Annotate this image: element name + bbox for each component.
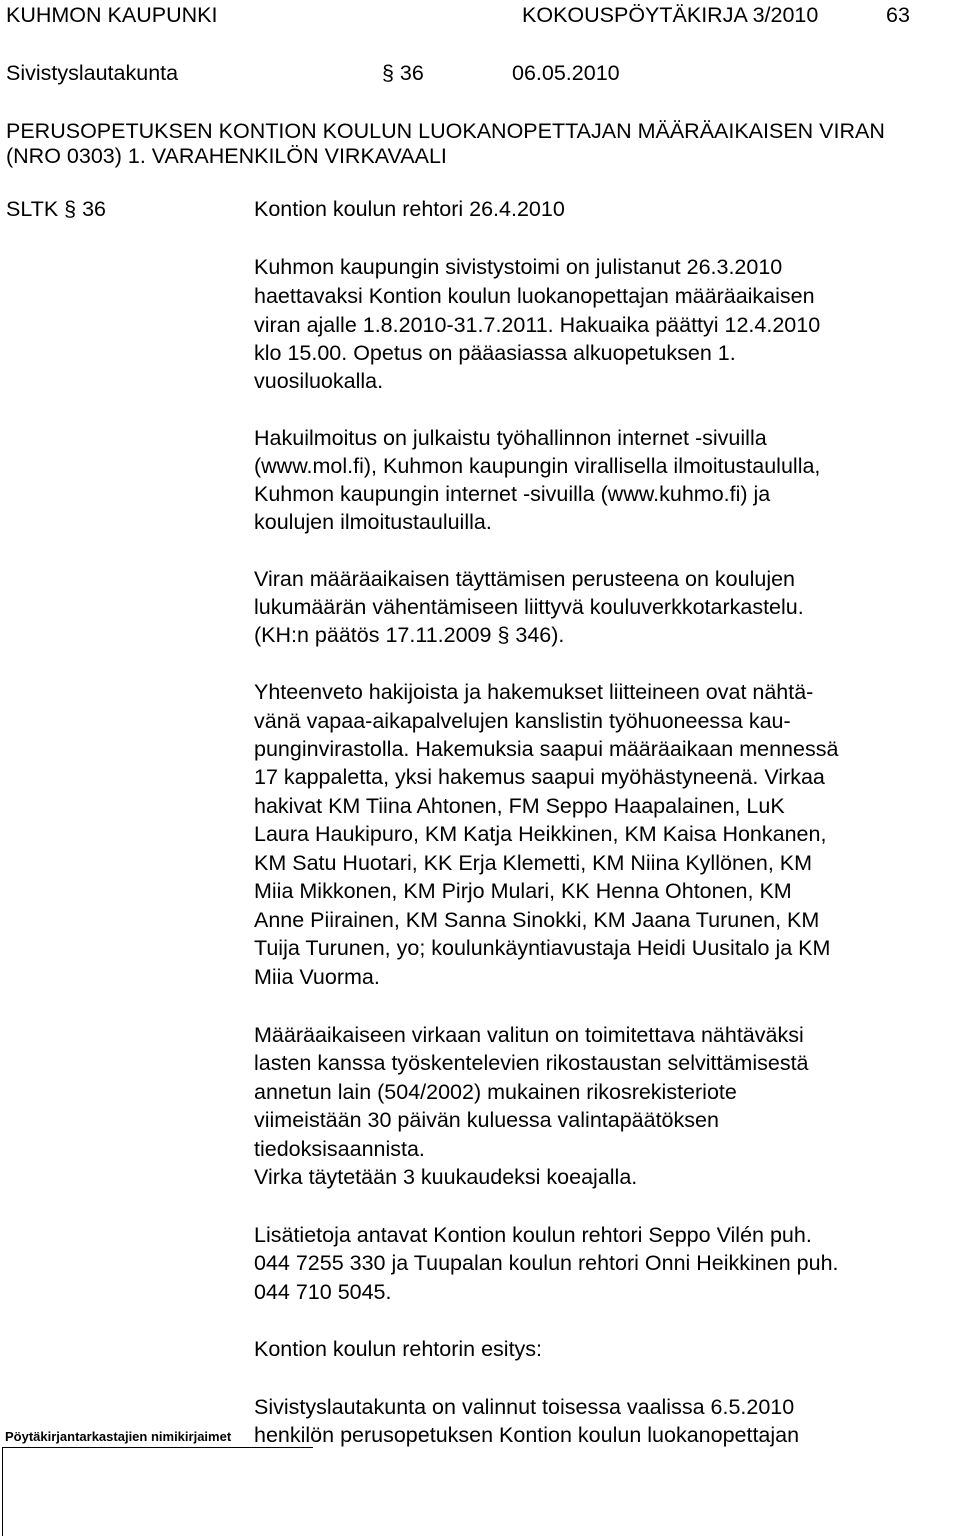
text-line: (KH:n päätös 17.11.2009 § 346).: [254, 623, 565, 647]
item-heading: Kontion koulun rehtori 26.4.2010: [254, 197, 565, 221]
text-line: Hakuilmoitus on julkaistu työhallinnon internet -sivuilla: [254, 426, 767, 450]
text-line: Lisätietoja antavat Kontion koulun rehtori Seppo Vilén puh.: [254, 1223, 812, 1247]
text-line: annetun lain (504/2002) mukainen rikosrekisteriote: [254, 1080, 737, 1104]
proposal-heading: Kontion koulun rehtorin esitys:: [254, 1337, 543, 1361]
text-line: haettavaksi Kontion koulun luokanopettajan määräaikaisen: [254, 284, 815, 308]
signature-label: Pöytäkirjantarkastajien nimikirjaimet: [5, 1429, 232, 1444]
text-line: klo 15.00. Opetus on pääasiassa alkuopetuksen 1.: [254, 341, 736, 365]
text-line: Yhteenveto hakijoista ja hakemukset liitteineen ovat nähtä-: [254, 680, 814, 704]
board-name: Sivistyslautakunta: [6, 61, 179, 85]
text-line: Viran määräaikaisen täyttämisen perusteena on koulujen: [254, 567, 796, 591]
municipality-name: KUHMON KAUPUNKI: [6, 3, 218, 27]
title-line-1: PERUSOPETUKSEN KONTION KOULUN LUOKANOPETTAJAN MÄÄRÄAIKAISEN VIRAN: [6, 119, 885, 143]
text-line: Laura Haukipuro, KM Katja Heikkinen, KM Kaisa Honkanen,: [254, 822, 827, 846]
text-line: koulujen ilmoitustauluilla.: [254, 510, 492, 534]
page-number: 63: [886, 3, 910, 27]
text-line: (www.mol.fi), Kuhmon kaupungin virallisella ilmoitustaululla,: [254, 454, 821, 478]
text-line: vuosiluokalla.: [254, 369, 384, 393]
text-line: Tuija Turunen, yo; koulunkäyntiavustaja Heidi Uusitalo ja KM: [254, 936, 831, 960]
text-line: viimeistään 30 päivän kuluessa valintapäätöksen: [254, 1108, 719, 1132]
text-line: Miia Mikkonen, KM Pirjo Mulari, KK Henna Ohtonen, KM: [254, 879, 792, 903]
text-line: 17 kappaletta, yksi hakemus saapui myöhästyneenä. Virkaa: [254, 765, 825, 789]
text-line: Kuhmon kaupungin sivistystoimi on julistanut 26.3.2010: [254, 255, 783, 279]
text-line: hakivat KM Tiina Ahtonen, FM Seppo Haapalainen, LuK: [254, 794, 785, 818]
text-line: Virka täytetään 3 kuukaudeksi koeajalla.: [254, 1165, 638, 1189]
text-line: punginvirastolla. Hakemuksia saapui määräaikaan mennessä: [254, 737, 839, 761]
item-reference: SLTK § 36: [6, 197, 106, 221]
section-number: § 36: [382, 61, 424, 85]
text-line: 044 710 5045.: [254, 1280, 392, 1304]
text-line: viran ajalle 1.8.2010-31.7.2011. Hakuaika päättyi 12.4.2010: [254, 313, 821, 337]
text-line: henkilön perusopetuksen Kontion koulun luokanopettajan: [254, 1423, 800, 1447]
text-line: lasten kanssa työskentelevien rikostaustan selvittämisestä: [254, 1051, 809, 1075]
text-line: tiedoksisaannista.: [254, 1137, 425, 1161]
text-line: Kuhmon kaupungin internet -sivuilla (www.kuhmo.fi) ja: [254, 482, 771, 506]
document-type: KOKOUSPÖYTÄKIRJA 3/2010: [522, 3, 819, 27]
text-line: Sivistyslautakunta on valinnut toisessa vaalissa 6.5.2010: [254, 1395, 795, 1419]
text-line: vänä vapaa-aikapalvelujen kanslistin työhuoneessa kau-: [254, 709, 791, 733]
meeting-date: 06.05.2010: [512, 61, 620, 85]
text-line: KM Satu Huotari, KK Erja Klemetti, KM Niina Kyllönen, KM: [254, 851, 813, 875]
text-line: Miia Vuorma.: [254, 965, 380, 989]
text-line: Määräaikaiseen virkaan valitun on toimitettava nähtäväksi: [254, 1023, 804, 1047]
text-line: Anne Piirainen, KM Sanna Sinokki, KM Jaana Turunen, KM: [254, 908, 820, 932]
signature-box: [2, 1447, 313, 1536]
title-line-2: (NRO 0303) 1. VARAHENKILÖN VIRKAVAALI: [6, 144, 447, 168]
text-line: lukumäärän vähentämiseen liittyvä kouluverkkotarkastelu.: [254, 595, 804, 619]
text-line: 044 7255 330 ja Tuupalan koulun rehtori Onni Heikkinen puh.: [254, 1251, 839, 1275]
